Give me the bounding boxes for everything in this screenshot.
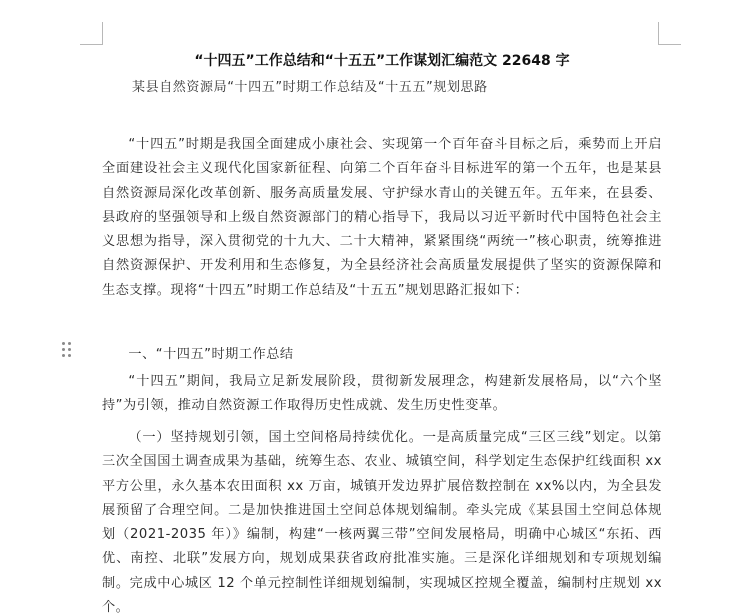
section-item-paragraph: （一）坚持规划引领，国土空间格局持续优化。一是高质量完成“三区三线”划定。以第三次全国国土调查成果为基础，统筹生态、农业、城镇空间，科学划定生态保护红线面积 xx 平方公里，永久基本农田面积 xx 万亩，城镇开发边界扩展倍数控制在 xx%以内，为全县发展预留了合理空间。二是加快推进国土空间总体规划编制。牵头完成《某县国土空间总体规划（2021-2035 年）》编制，构建“一核两翼三带”空间发展格局，明确中心城区“东拓、西优、南控、北联”发展方向，规划成果获省政府批准实施。三是深化详细规划和专项规划编制。完成中心城区 12 个单元控制性详细规划编制，实现城区控规全覆盖，编制村庄规划 xx 个。 (102, 430, 662, 615)
section-intro-paragraph: “十四五”期间，我局立足新发展阶段，贯彻新发展理念，构建新发展格局，以“六个坚持”为引领，推动自然资源工作取得历史性成就、发生历史性变革。 (102, 374, 662, 414)
page-corner-mark-top-left (80, 22, 103, 45)
document-title: “十四五”工作总结和“十五五”工作谋划汇编范文 22648 字 (194, 53, 570, 69)
intro-paragraph: “十四五”时期是我国全面建成小康社会、实现第一个百年奋斗目标之后，乘势而上开启全面建设社会主义现代化国家新征程、向第二个百年奋斗目标进军的第一个五年，也是某县自然资源局深化改革创新、服务高质量发展、守护绿水青山的关键五年。五年来，在县委、县政府的坚强领导和上级自然资源部门的精心指导下，我局以习近平新时代中国特色社会主义思想为指导，深入贯彻党的十九大、二十大精神，紧紧围绕“两统一”核心职责，统筹推进自然资源保护、开发利用和生态修复，为全县经济社会高质量发展提供了坚实的资源保障和生态支撑。现将“十四五”时期工作总结及“十五五”规划思路汇报如下： (102, 137, 662, 298)
section-heading: 一、“十四五”时期工作总结 (128, 347, 294, 362)
document-subtitle: 某县自然资源局“十四五”时期工作总结及“十五五”规划思路 (132, 80, 488, 95)
drag-handle-icon[interactable] (62, 342, 74, 358)
page-corner-mark-top-right (658, 22, 681, 45)
